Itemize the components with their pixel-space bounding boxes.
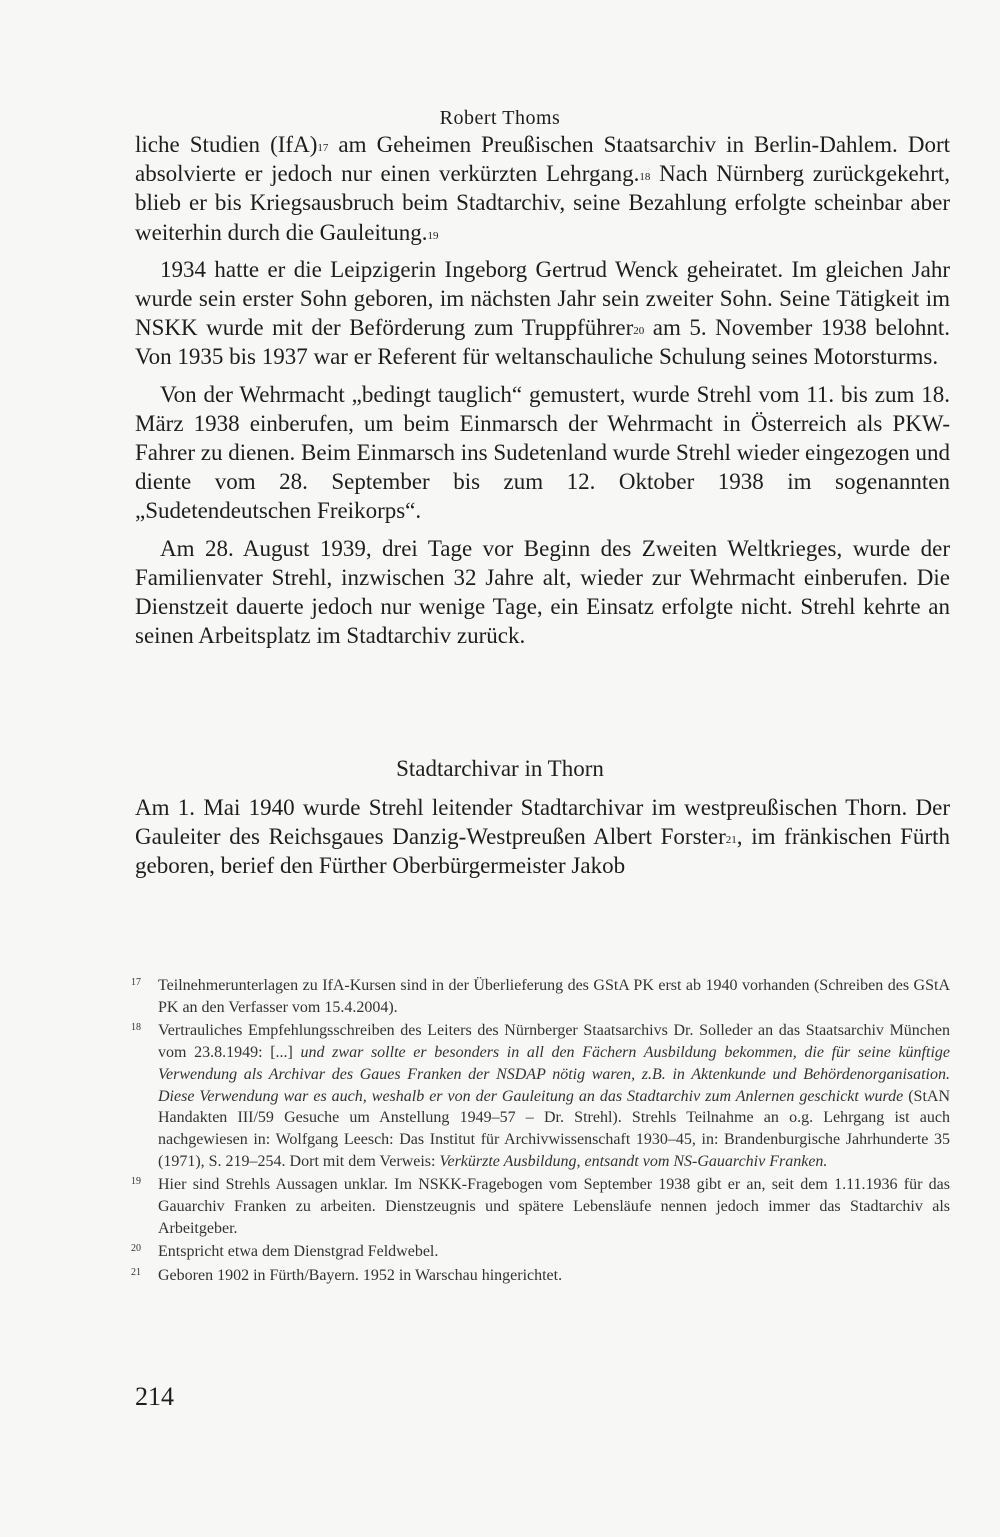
footnotes (131, 975, 950, 1289)
footnote-ref-21[interactable]: 21 (725, 834, 737, 847)
footnote-18 (131, 1020, 950, 1172)
footnote-number: 18 (131, 1022, 141, 1034)
footnote-number: 20 (131, 1243, 141, 1255)
text-run: Nach Nürnberg zurückgekehrt, blieb er bis Kriegsausbruch beim Stadtarchiv, seine Bezahlung erfolgte scheinbar aber weiterhin durch die Gauleitung. (135, 161, 950, 245)
footnote-20 (131, 1241, 950, 1263)
footnote-text: Geboren 1902 in Fürth/Bayern. 1952 in Warschau hingerichtet. (158, 1267, 563, 1285)
section-paragraph-1 (135, 793, 950, 881)
page-number: 214 (135, 1382, 174, 1411)
text-run: 1934 hatte er die Leipzigerin Ingeborg Gertrud Wenck geheiratet. Im gleichen Jahr wurde sein erster Sohn geboren, im nächsten Jahr sein zweiter Sohn. Seine Tätigkeit im NSKK wurde mit der Beförderung zum Truppführer (135, 256, 950, 341)
footnote-19 (131, 1174, 950, 1239)
footnote-ref-18[interactable]: 18 (639, 171, 651, 184)
body-text (135, 130, 950, 658)
text-run: liche Studien (IfA) (135, 132, 318, 157)
section-body (135, 793, 950, 881)
footnote-text: Hier sind Strehls Aussagen unklar. Im NSKK-Fragebogen vom September 1938 gibt er an, seit dem 1.11.1936 für das Gauarchiv Franken zu arbeiten. Dienstzeugnis und spätere Lebensläufe nennen jedoch immer das Stadtarchiv als Arbeitgeber. (158, 1176, 950, 1237)
footnote-number: 21 (131, 1267, 141, 1279)
footnote-text: Vertrauliches Empfehlungsschreiben des Leiters des Nürnberger Staatsarchivs Dr. Solleder an das Staatsarchiv München vom 23.8.1949: [...] (158, 1022, 950, 1062)
footnote-ref-19[interactable]: 19 (427, 229, 439, 242)
text-run: am 5. November 1938 belohnt. Von 1935 bis 1937 war er Referent für weltanschauliche Schulung seines Motorsturms. (135, 315, 950, 370)
footnote-17 (131, 975, 950, 1018)
footnote-ref-20[interactable]: 20 (633, 325, 645, 338)
footnote-text: (StAN Handakten III/59 Gesuche um Anstellung 1949–57 – Dr. Strehl). Strehls Teilnahme an o.g. Lehrgang ist auch nachgewiesen in: Wolfgang Leesch: Das Institut für Archivwissenschaft 1930–45, in: Brandenburgische Jahrhunderte 35 (1971), S. 219–254. Dort mit dem Verweis: (158, 1087, 950, 1170)
footnote-number: 19 (131, 1176, 141, 1188)
paragraph-1 (135, 130, 950, 247)
footnote-quote: Verkürzte Ausbildung, entsandt vom NS-Gauarchiv Franken. (439, 1152, 828, 1170)
footnote-text: Entspricht etwa dem Dienstgrad Feldwebel. (158, 1243, 439, 1261)
paragraph-4: Am 28. August 1939, drei Tage vor Beginn des Zweiten Weltkrieges, wurde der Familienvater Strehl, inzwischen 32 Jahre alt, wieder zur Wehrmacht einberufen. Die Dienstzeit dauerte jedoch nur wenige Tage, ein Einsatz erfolgte nicht. Strehl kehrte an seinen Arbeitsplatz im Stadtarchiv zurück. (135, 535, 950, 649)
footnote-quote: und zwar sollte er besonders in all den Fächern Ausbildung bekommen, die für seine künftige Verwendung als Archivar des Gaues Franken der NSDAP nötig waren, z.B. in Aktenkunde und Behördenorganisation. Diese Verwendung war es auch, weshalb er von der Gauleitung an das Stadtarchiv zum Anlernen geschickt wurde (158, 1044, 950, 1105)
text-run: , im fränkischen Fürth geboren, berief den Fürther Oberbürgermeister Jakob (135, 824, 950, 879)
footnote-text: Teilnehmerunterlagen zu IfA-Kursen sind in der Überlieferung des GStA PK erst ab 1940 vorhanden (Schreiben des GStA PK an den Verfasser vom 15.4.2004). (158, 977, 950, 1016)
text-run: am Geheimen Preußischen Staatsarchiv in Berlin-Dahlem. Dort absolvierte er jedoch nur einen verkürzten Lehrgang. (135, 132, 950, 187)
text-run: Am 1. Mai 1940 wurde Strehl leitender Stadtarchivar im westpreußischen Thorn. Der Gauleiter des Reichsgaues Danzig-Westpreußen Albert Forster (135, 795, 950, 850)
footnote-number: 17 (131, 977, 141, 988)
footnote-21 (131, 1265, 950, 1287)
running-head: Robert Thoms (439, 107, 561, 129)
section-heading: Stadtarchivar in Thorn (396, 756, 604, 781)
footnote-ref-17[interactable]: 17 (317, 142, 329, 154)
paragraph-3: Von der Wehrmacht „bedingt tauglich“ gemustert, wurde Strehl vom 11. bis zum 18. März 1938 einberufen, um beim Einmarsch der Wehrmacht in Österreich als PKW-Fahrer zu dienen. Beim Einmarsch ins Sudetenland wurde Strehl wieder eingezogen und diente vom 28. September bis zum 12. Oktober 1938 im sogenannten „Sudetendeutschen Freikorps“. (135, 381, 950, 524)
paragraph-2 (135, 255, 950, 372)
